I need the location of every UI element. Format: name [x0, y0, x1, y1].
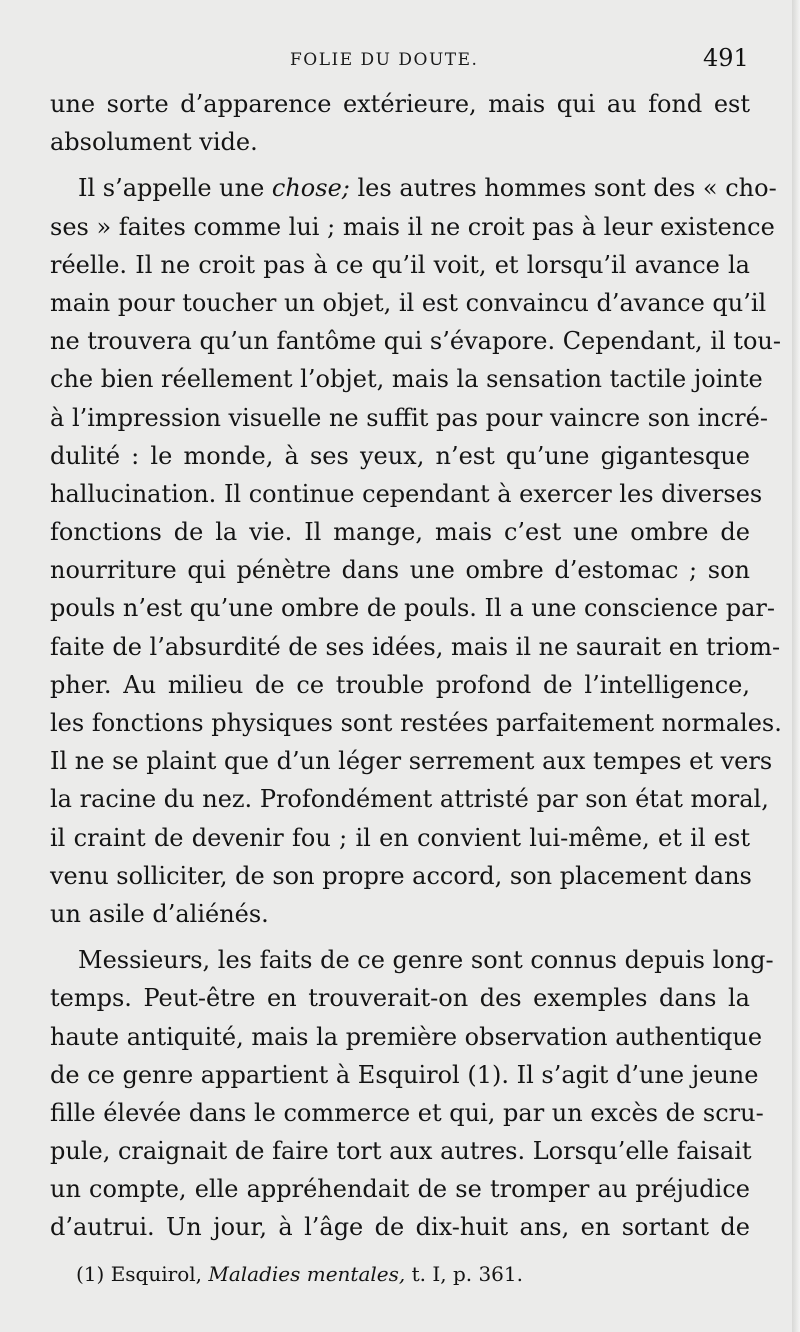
body-text [50, 85, 782, 1247]
footnote-prefix: (1) Esquirol, [76, 1262, 209, 1286]
footnote-title: Maladies mentales, [208, 1262, 406, 1286]
text-fragment: les autres hommes sont des « cho- [349, 174, 777, 203]
text-line: Il ne se plaint que d’un léger serrement aux tempes et vers [50, 747, 773, 776]
text-line: ses » faites comme lui ; mais il ne croit pas à leur existence [50, 212, 775, 241]
text-line: un asile d’aliénés. [50, 899, 269, 928]
page-number: 491 [703, 44, 749, 72]
text-line: pouls n’est qu’une ombre de pouls. Il a une conscience par- [50, 594, 775, 623]
text-line: les fonctions physiques sont restées parfaitement normales. [50, 709, 782, 737]
text-line: ne trouvera qu’un fantôme qui s’évapore. Cependant, il tou- [50, 327, 781, 356]
text-line: d’autrui. Un jour, à l’âge de dix-huit ans, en sortant de [50, 1213, 750, 1242]
text-line: pule, craignait de faire tort aux autres. Lorsqu’elle faisait [50, 1137, 752, 1166]
text-line: che bien réellement l’objet, mais la sensation tactile jointe [50, 365, 763, 394]
text-line [50, 169, 777, 207]
italic-word: chose; [271, 174, 350, 203]
running-header [0, 44, 800, 84]
text-line: absolument vide. [50, 128, 258, 157]
text-line: fille élevée dans le commerce et qui, par un excès de scru- [50, 1098, 764, 1127]
text-line: dulité : le monde, à ses yeux, n’est qu’une gigantesque [50, 441, 750, 470]
text-line: pher. Au milieu de ce trouble profond de l’intelligence, [50, 670, 750, 699]
text-line: un compte, elle appréhendait de se tromper au préjudice [50, 1175, 750, 1204]
text-line: de ce genre appartient à Esquirol (1). Il s’agit d’une jeune [50, 1060, 759, 1089]
text-line: faite de l’absurdité de ses idées, mais il ne saurait en triom- [50, 632, 781, 661]
text-line: nourriture qui pénètre dans une ombre d’estomac ; son [50, 556, 750, 585]
text-line: la racine du nez. Profondément attristé par son état moral, [50, 785, 769, 814]
text-line: il craint de devenir fou ; il en convient lui-même, et il est [50, 823, 750, 852]
text-line: temps. Peut-être en trouverait-on des exemples dans la [50, 984, 750, 1013]
text-fragment: Il s’appelle une [78, 174, 272, 203]
text-line: haute antiquité, mais la première observation authentique [50, 1022, 763, 1051]
text-line: une sorte d’apparence extérieure, mais qui au fond est [50, 90, 750, 118]
footnote-suffix: t. I, p. 361. [405, 1262, 523, 1286]
footnote [76, 1262, 523, 1286]
text-line: réelle. Il ne croit pas à ce qu’il voit, et lorsqu’il avance la [50, 250, 750, 279]
text-line: Messieurs, les faits de ce genre sont connus depuis long- [78, 946, 774, 975]
text-line: venu solliciter, de son propre accord, son placement dans [50, 861, 752, 890]
page-edge-shadow [792, 0, 800, 1332]
text-line: hallucination. Il continue cependant à exercer les diverses [50, 479, 763, 508]
text-line: fonctions de la vie. Il mange, mais c’est une ombre de [50, 518, 750, 547]
text-line: à l’impression visuelle ne suffit pas pour vaincre son incré- [50, 403, 768, 432]
text-line: main pour toucher un objet, il est convaincu d’avance qu’il [50, 288, 767, 317]
running-title: FOLIE DU DOUTE. [290, 50, 479, 70]
